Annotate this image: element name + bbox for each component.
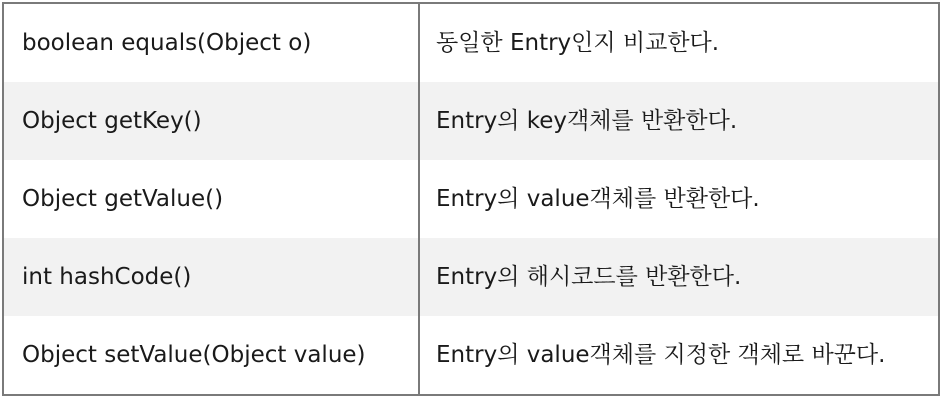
method-table bbox=[2, 2, 940, 396]
table-row bbox=[3, 82, 939, 160]
method-signature: Object setValue(Object value) bbox=[3, 316, 419, 395]
method-description: Entry의 value객체를 지정한 객체로 바꾼다. bbox=[419, 316, 939, 395]
method-signature: int hashCode() bbox=[3, 238, 419, 316]
method-description: Entry의 해시코드를 반환한다. bbox=[419, 238, 939, 316]
method-signature: Object getKey() bbox=[3, 82, 419, 160]
method-signature: Object getValue() bbox=[3, 160, 419, 238]
table-row bbox=[3, 238, 939, 316]
method-description: 동일한 Entry인지 비교한다. bbox=[419, 3, 939, 82]
method-signature: boolean equals(Object o) bbox=[3, 3, 419, 82]
table-row bbox=[3, 160, 939, 238]
method-description: Entry의 value객체를 반환한다. bbox=[419, 160, 939, 238]
table-row bbox=[3, 3, 939, 82]
table-row bbox=[3, 316, 939, 395]
method-description: Entry의 key객체를 반환한다. bbox=[419, 82, 939, 160]
